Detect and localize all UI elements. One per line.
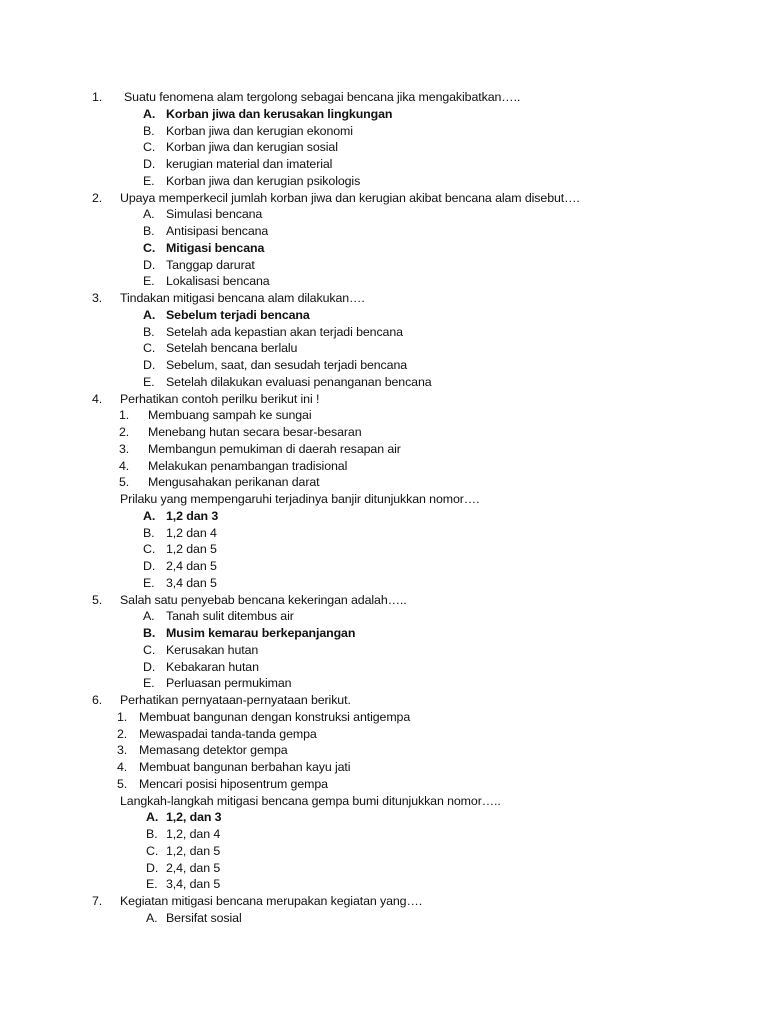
option-text: 1,2 dan 5: [166, 542, 217, 557]
option-text: Setelah dilakukan evaluasi penanganan bencana: [166, 374, 432, 389]
option-letter: E.: [143, 173, 155, 188]
option-text: Antisipasi bencana: [166, 224, 269, 238]
statement-text: Membuat bangunan berbahan kayu jati: [139, 760, 351, 774]
option-letter: C.: [143, 341, 156, 356]
option-letter: A.: [143, 106, 156, 121]
option-text: Kerusakan hutan: [166, 642, 259, 657]
option-text: Kebakaran hutan: [166, 659, 259, 674]
option-letter: D.: [143, 559, 156, 573]
option-letter: C.: [143, 140, 156, 155]
option-text: 1,2 dan 3: [166, 508, 219, 523]
option-letter: A.: [143, 609, 155, 624]
option-text: 1,2, dan 5: [166, 843, 221, 858]
statement-text: Menebang hutan secara besar-besaran: [148, 425, 362, 439]
statement-number: 1.: [119, 408, 130, 423]
option-text: 2,4, dan 5: [166, 860, 221, 875]
statement-number: 5.: [117, 776, 128, 791]
option-letter: E.: [143, 274, 155, 289]
question-stem: Upaya memperkecil jumlah korban jiwa dan kerugian akibat bencana alam disebut….: [120, 190, 580, 205]
statement-text: Mencari posisi hiposentrum gempa: [139, 776, 328, 791]
option-letter: A.: [143, 508, 156, 523]
option-text: Lokalisasi bencana: [166, 274, 270, 289]
option-text: Simulasi bencana: [166, 207, 263, 222]
statement-number: 3.: [119, 441, 130, 456]
option-letter: B.: [143, 324, 155, 339]
option-letter: A.: [146, 810, 159, 825]
statement-text: Memasang detektor gempa: [139, 743, 288, 758]
option-text: 2,4 dan 5: [166, 559, 217, 573]
option-text: kerugian material dan imaterial: [166, 157, 333, 171]
option-letter: A.: [146, 910, 158, 925]
option-text: Korban jiwa dan kerugian sosial: [166, 140, 338, 155]
option-text: Sebelum terjadi bencana: [166, 307, 310, 322]
option-text: 3,4, dan 5: [166, 877, 221, 892]
option-text: 1,2, dan 3: [166, 810, 222, 825]
option-letter: D.: [143, 659, 156, 674]
statement-number: 2.: [119, 425, 130, 439]
option-text: Sebelum, saat, dan sesudah terjadi bencana: [166, 358, 408, 372]
option-letter: B.: [146, 827, 158, 841]
option-letter: B.: [143, 123, 155, 138]
statement-number: 1.: [117, 709, 128, 724]
statement-number: 2.: [117, 726, 128, 741]
option-text: 1,2, dan 4: [166, 827, 221, 841]
option-letter: C.: [143, 642, 156, 657]
statement-number: 4.: [117, 760, 128, 774]
option-letter: C.: [146, 843, 159, 858]
option-text: Setelah bencana berlalu: [166, 341, 298, 356]
question-stem: Salah satu penyebab bencana kekeringan adalah…..: [120, 592, 407, 607]
question-stem: Perhatikan contoh perilku berikut ini !: [120, 391, 320, 406]
statement-number: 5.: [119, 475, 130, 490]
option-letter: D.: [143, 257, 156, 272]
option-text: Perluasan permukiman: [166, 676, 292, 691]
option-letter: E.: [143, 374, 155, 389]
statement-text: Membuat bangunan dengan konstruksi antigempa: [139, 709, 411, 724]
question-stem: Suatu fenomena alam tergolong sebagai bencana jika mengakibatkan…..: [124, 90, 521, 104]
statement-text: Membangun pemukiman di daerah resapan air: [148, 441, 401, 456]
option-text: 3,4 dan 5: [166, 575, 217, 590]
option-text: Mitigasi bencana: [166, 240, 265, 255]
statement-number: 4.: [119, 458, 130, 473]
option-letter: D.: [146, 860, 159, 875]
option-letter: E.: [143, 575, 155, 590]
question-number: 6.: [92, 693, 103, 707]
option-text: Bersifat sosial: [166, 910, 242, 925]
option-letter: B.: [143, 525, 155, 540]
question-stem: Tindakan mitigasi bencana alam dilakukan….: [120, 291, 365, 305]
option-text: Korban jiwa dan kerusakan lingkungan: [166, 106, 393, 121]
option-letter: E.: [143, 676, 155, 691]
option-letter: D.: [143, 157, 156, 171]
question-number: 1.: [92, 90, 103, 104]
option-letter: C.: [143, 542, 156, 557]
question-number: 4.: [92, 391, 103, 406]
option-text: Korban jiwa dan kerugian ekonomi: [166, 123, 353, 138]
option-letter: D.: [143, 358, 156, 372]
option-letter: B.: [143, 224, 155, 238]
statement-text: Mewaspadai tanda-tanda gempa: [139, 726, 317, 741]
statement-text: Membuang sampah ke sungai: [148, 408, 312, 423]
option-letter: E.: [146, 877, 158, 892]
option-text: Musim kemarau berkepanjangan: [166, 626, 356, 640]
question-stem: Perhatikan pernyataan-pernyataan berikut.: [120, 693, 351, 707]
option-text: Tanggap darurat: [166, 257, 255, 272]
question-number: 2.: [92, 190, 103, 205]
option-letter: A.: [143, 207, 155, 222]
option-text: Korban jiwa dan kerugian psikologis: [166, 173, 361, 188]
option-letter: B.: [143, 626, 156, 640]
question-stem: Kegiatan mitigasi bencana merupakan kegiatan yang….: [120, 894, 423, 908]
question-number: 7.: [92, 894, 103, 908]
option-text: Tanah sulit ditembus air: [166, 609, 294, 624]
question-number: 3.: [92, 291, 103, 305]
statement-text: Melakukan penambangan tradisional: [148, 458, 348, 473]
option-text: Setelah ada kepastian akan terjadi bencana: [166, 324, 403, 339]
prompt-text: Langkah-langkah mitigasi bencana gempa bumi ditunjukkan nomor…..: [120, 793, 501, 808]
option-letter: C.: [143, 240, 156, 255]
option-letter: A.: [143, 307, 156, 322]
statement-text: Mengusahakan perikanan darat: [148, 475, 320, 490]
question-number: 5.: [92, 592, 103, 607]
prompt-text: Prilaku yang mempengaruhi terjadinya banjir ditunjukkan nomor….: [120, 492, 480, 506]
statement-number: 3.: [117, 743, 128, 758]
option-text: 1,2 dan 4: [166, 525, 217, 540]
